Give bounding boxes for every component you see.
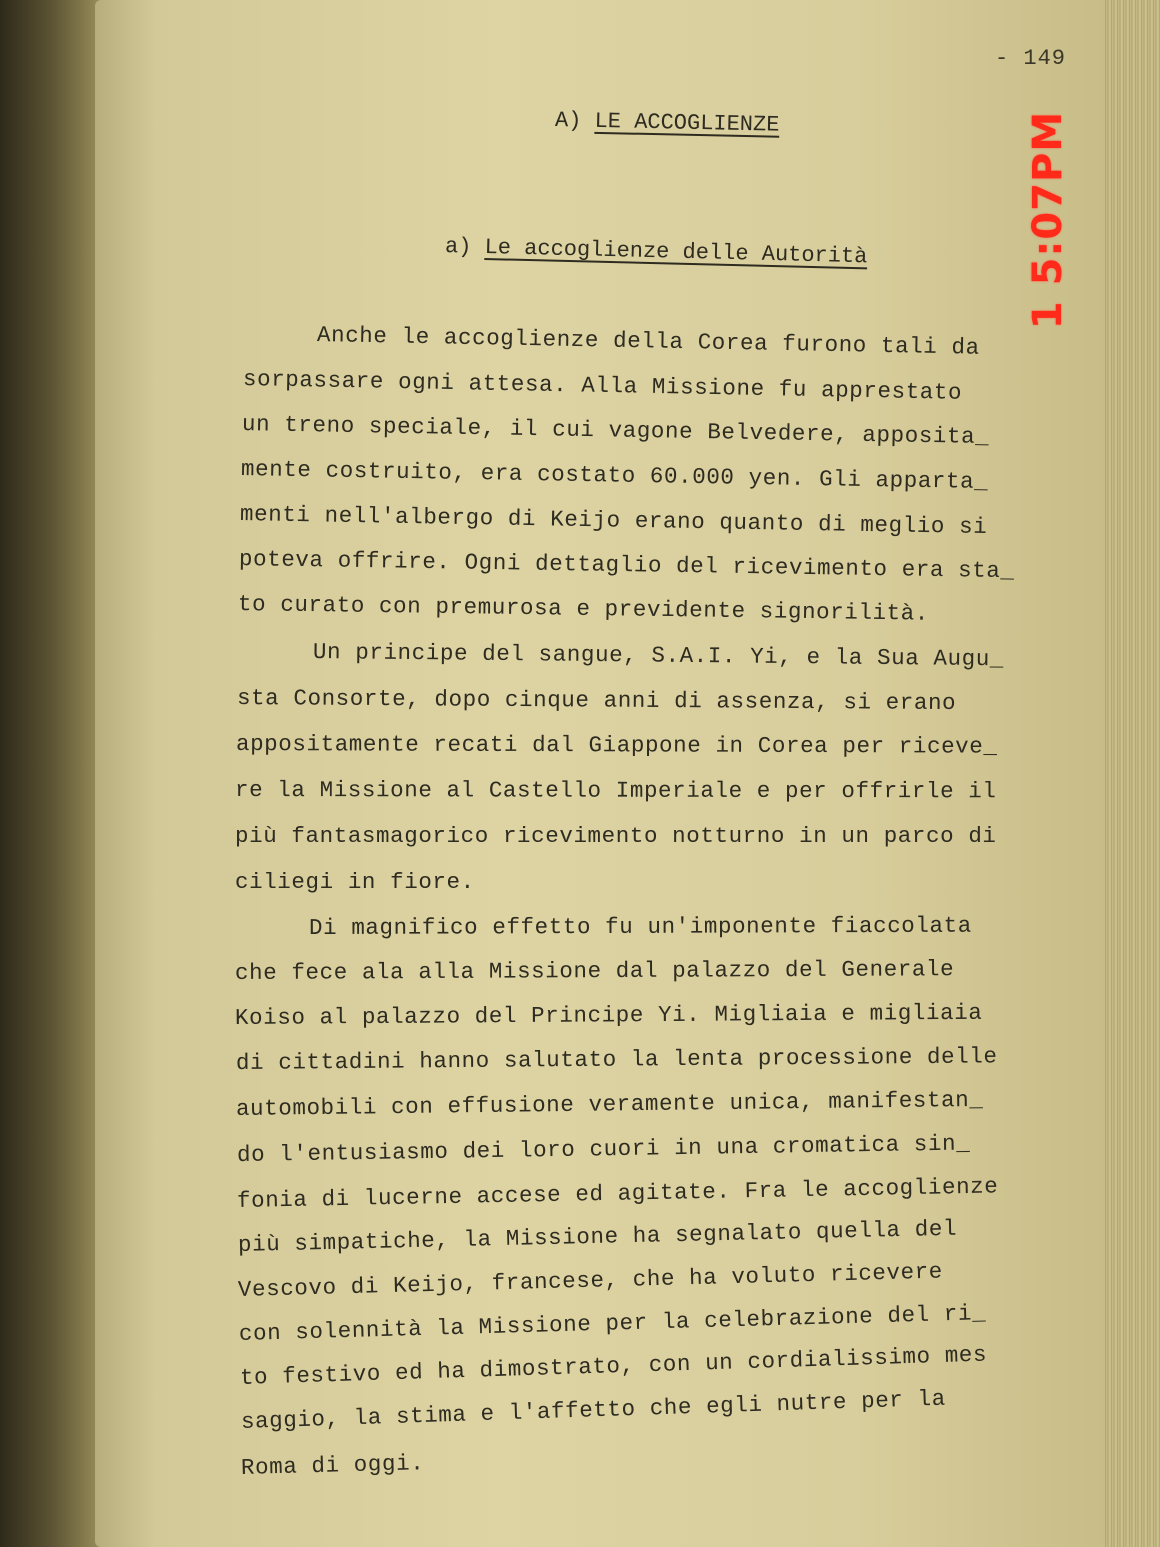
text-line: menti nell'albergo di Keijo erano quanto di meglio si	[239, 501, 988, 541]
text-line: do l'entusiasmo dei loro cuori in una cromatica sin_	[236, 1130, 971, 1168]
text-line: di cittadini hanno salutato la lenta processione delle	[235, 1043, 998, 1076]
text-line: ciliegi in fiore.	[235, 869, 475, 895]
section-heading-prefix: A)	[554, 108, 582, 134]
page-number: - 149	[995, 46, 1067, 71]
subsection-heading-text: Le accoglienze delle Autorità	[484, 234, 868, 270]
text-line: Anche le accoglienze della Corea furono tali da	[316, 322, 980, 361]
text-line: Di magnifico effetto fu un'imponente fiaccolata	[308, 912, 972, 941]
text-line: Koiso al palazzo del Principe Yi. Migliaia e migliaia	[234, 999, 983, 1031]
text-line: automobili con effusione veramente unica, manifestan_	[235, 1086, 984, 1122]
text-line: fonia di lucerne accese ed agitate. Fra le accoglienze	[236, 1173, 999, 1214]
section-heading-text: LE ACCOGLIENZE	[594, 108, 780, 138]
camera-timestamp-text: 1 5:07PM	[1025, 110, 1071, 330]
text-line: to festivo ed ha dimostrato, con un cordialissimo mes	[239, 1341, 988, 1391]
section-heading	[555, 108, 780, 138]
text-line: sorpassare ogni attesa. Alla Missione fu apprestato	[242, 366, 963, 406]
page-stack-edge	[1100, 0, 1160, 1547]
camera-timestamp	[1018, 100, 1078, 340]
text-line: con solennità la Missione per la celebrazione del ri_	[238, 1300, 987, 1347]
text-line: mente costruito, era costato 60.000 yen. Gli apparta_	[240, 456, 989, 496]
text-line: Vescovo di Keijo, francese, che ha voluto ricevere	[237, 1258, 944, 1303]
text-line: saggio, la stima e l'affetto che egli nutre per la	[240, 1385, 947, 1435]
text-line: un treno speciale, il cui vagone Belvedere, apposita_	[241, 411, 990, 451]
text-line: appositamente recati dal Giappone in Corea per riceve_	[235, 731, 998, 760]
text-line: che fece ala alla Missione dal palazzo del Generale	[234, 956, 955, 986]
text-line: re la Missione al Castello Imperiale e per offrirle il	[234, 777, 997, 805]
text-line: più fantasmagorico ricevimento notturno in un parco di	[235, 823, 997, 849]
text-line: Un principe del sangue, S.A.I. Yi, e la Sua Augu_	[312, 639, 1005, 673]
text-line: più simpatiche, la Missione ha segnalato quella del	[237, 1215, 958, 1258]
text-line: sta Consorte, dopo cinque anni di assenza, si erano	[236, 685, 957, 717]
subsection-heading-prefix: a)	[444, 234, 472, 260]
text-line: poteva offrire. Ogni dettaglio del ricevimento era sta_	[238, 546, 1015, 585]
subsection-heading	[445, 234, 868, 269]
document-page	[95, 0, 1105, 1547]
text-line: Roma di oggi.	[240, 1450, 425, 1481]
text-line: to curato con premurosa e previdente signorilità.	[237, 591, 930, 627]
